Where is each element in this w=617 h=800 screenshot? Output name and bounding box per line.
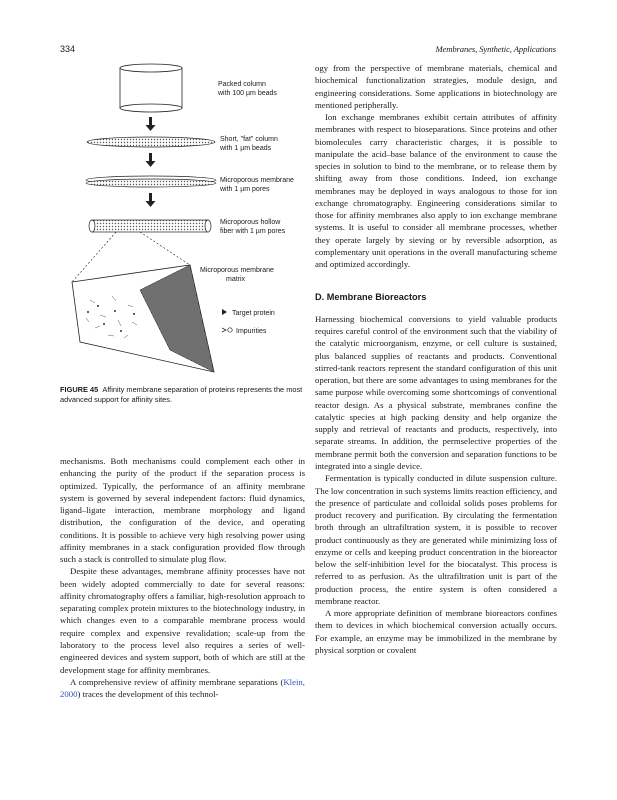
down-arrow-icon — [146, 193, 156, 207]
right-column — [315, 62, 557, 656]
figure-label: Impurities — [236, 328, 267, 335]
paragraph: ogy from the perspective of membrane materials, chemical and biochemical functionalization strategies, module design, and engineering considerations. Some applications in biotechnology are mentioned peripherally. — [315, 63, 557, 110]
figure-caption-text: Affinity membrane separation of proteins represents the most advanced support for affinity sites. — [60, 385, 303, 404]
page-number: 334 — [60, 44, 76, 54]
packed-column — [120, 64, 182, 112]
impurity-icon — [222, 328, 232, 332]
paragraph-text: A comprehensive review of affinity membrane separations ( — [70, 676, 284, 687]
paragraph: Ion exchange membranes exhibit certain attributes of affinity membranes with respect to bioseparations. Since proteins and other biomolecules carry characteristic charges, it is possible to manipulate the acid–base balance of the environment to cause the species in solution to bind to the membrane, or to release them by shifting away from those conditions. Indeed, ion exchange membranes may be deployed in ways analogous to those for ion exchange chromatography. Engineering considerations similar to those for affinity membranes also apply to ion exchange membrane systems. It is useful to consider all membrane processes, whether they operate largely by sieving or by reversible adsorption, as complementary unit operations in the overall manufacturing scheme and optimized accordingly. — [315, 112, 557, 270]
paragraph-text: ) traces the development of this technol- — [77, 689, 219, 700]
membrane-stack — [86, 176, 216, 187]
figure-label: Packed column — [218, 81, 266, 88]
figure-label: matrix — [226, 276, 246, 283]
short-fat-column — [87, 137, 215, 147]
paragraph: A more appropriate definition of membrane bioreactors confines them to devices in which biochemical conversion actually occurs. For example, an enzyme may be immobilized in the membrane by physical sorption or covalent — [315, 608, 557, 655]
membrane-matrix — [72, 265, 214, 372]
figure-label: with 1 µm beads — [220, 145, 272, 152]
figure-label: Microporous membrane — [200, 267, 274, 274]
target-protein-icon — [222, 309, 227, 315]
figure-label: fiber with 1 µm pores — [220, 228, 286, 235]
figure-caption — [60, 385, 306, 405]
hollow-fiber — [89, 220, 211, 232]
down-arrow-icon — [146, 117, 156, 131]
paragraph: Harnessing biochemical conversions to yield valuable products requires careful control of the environment such that the viability of the catalytic microorganism, enzyme, or cell culture is sustained, plus balanced supplies of reactants and products. Conventional stirred-tank reactors represent the standard configuration of this unit operation, but there are some advantages to using membranes for the same purpose while overcoming some shortcomings of conventional reactor design. As a physical substrate, membranes confine the catalytic species at high packing density and help organize the supply and retrieval of reactants and products, respectively, into separate streams. In addition, the permselective properties of the membrane permit both the conversion and separation functions to be integrated into a single device. — [315, 313, 557, 471]
down-arrow-icon — [146, 153, 156, 167]
left-column — [60, 455, 305, 700]
figure-label: Target protein — [232, 310, 275, 317]
figure-label: Microporous membrane — [220, 177, 294, 184]
paragraph: Despite these advantages, membrane affinity processes have not been widely adopted commercially to date for several reasons: affinity chromatography offers a familiar, high-resolution approach to separating complex protein mixtures to the biotechnology industry, in which changes even to a comparable membrane process would require complex and expensive revalidation; scale-up from the laboratory to the process level also requires a series of well-engineered devices and system support, both of which are still at the development stage for affinity membranes. — [60, 566, 305, 675]
section-heading: D. Membrane Bioreactors — [315, 291, 427, 302]
figure-caption-label: FIGURE 45 — [60, 385, 99, 394]
citation-link[interactable]: Klein, 2000 — [60, 676, 305, 700]
paragraph: Fermentation is typically conducted in dilute suspension culture. The low concentration in such systems limits reaction efficiency, and the presence of particulate and colloidal solids poses problems for product recovery and purification. By circulating the fermentation broth through an ultrafiltration system, it is possible to recover product continuously as they are generated while minimizing loss of enzyme or cells and keeping product concentration in the bioreactor below the self-inhibition level for the biocatalyst. This process is referred to as perfusion. As the ultrafiltration unit is part of the production process, the entire system is often considered a membrane reactor. — [315, 473, 557, 606]
running-title: Membranes, Synthetic, Applications — [435, 44, 556, 54]
figure-label: with 1 µm pores — [220, 186, 270, 193]
figure-label: with 100 µm beads — [218, 90, 277, 97]
figure-label: Microporous hollow — [220, 219, 281, 226]
figure-label: Short, "fat" column — [220, 136, 278, 143]
paragraph — [60, 676, 305, 701]
paragraph: mechanisms. Both mechanisms could complement each other in enhancing the purity of the product if the separation process is optimized. Typically, the performance of an affinity membrane system is governed by several independent factors: fluid dynamics, ligand–ligate interaction, membrane morphology and ligand distribution, the configuration of the device, and operating conditions. It is possible to achieve very high resolving power using affinity membranes in a stack configuration provided flow through such a stack is controlled to simulate plug flow. — [60, 456, 305, 565]
